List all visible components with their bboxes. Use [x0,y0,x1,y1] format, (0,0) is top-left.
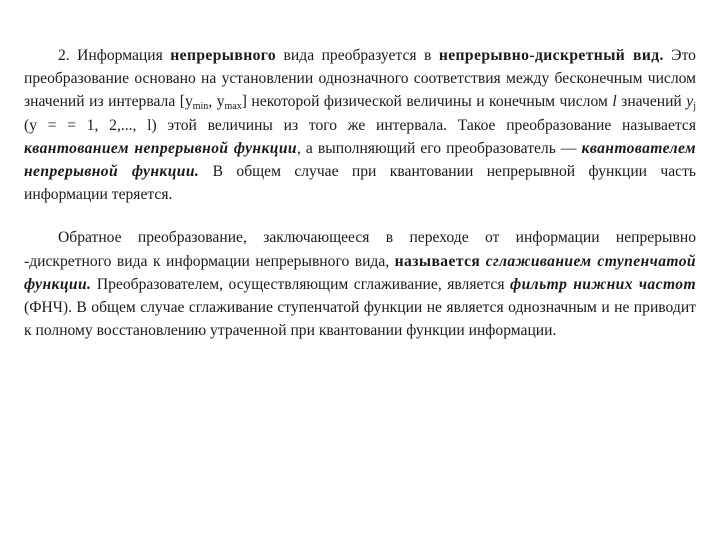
text-run: 2. Информация [58,47,171,64]
subscript-max: max [224,101,242,113]
term-continuous: непрерывного [170,47,277,64]
text-run: , а выполняющий его преобразователь — [296,139,582,157]
text-run: Преобразователем, осуществляющим сглаживание, является [91,275,511,293]
variable-l: l [612,93,617,111]
term-continuous-discrete: непрерывно-дискретный вид. [438,47,664,64]
text-run: (y = = 1, 2,..., l) этой величины из того же интервала. Такое преобразование называется [24,116,696,134]
document-page [24,44,696,342]
text-run: вида преобразуется в [276,47,439,64]
subscript-j: j [693,101,696,113]
text-run: ] некоторой физической величины и конечным числом [241,93,613,111]
text-run: Обратное преобразование, заключающееся в переходе от информации непрерывно -дискретного вида к информации непрерывного вида, [24,229,696,270]
text-run: , y [208,93,225,111]
term-called: называется [394,252,481,270]
term-quantizer-text: квантователем непрерывной функции. [24,139,696,181]
paragraph-quantization [24,44,696,206]
term-quantization-text: квантованием непрерывной функции [24,139,297,157]
text-run: В общем случае при квантовании непрерывной функции часть информации теряется. [24,163,697,204]
paragraph-smoothing [24,226,696,342]
text-run: Это преобразование основано на установлении однозначного соответствия между бесконечным числом значений из интервала [y [24,47,696,111]
text-run: (ФНЧ). В общем случае сглаживание ступенчатой функции не является однозначным и не приводит к полному восстановлению утраченной при квантовании функции информации. [24,299,696,340]
subscript-min: min [192,101,209,113]
text-run: значений [616,93,687,111]
term-smoothing-text: сглаживанием ступенчатой функции. [24,252,696,293]
term-lowpass-filter-text: фильтр нижних частот [510,275,697,293]
variable-y: y [686,93,694,111]
term-lowpass-filter [510,276,696,293]
term-quantization [24,140,297,157]
